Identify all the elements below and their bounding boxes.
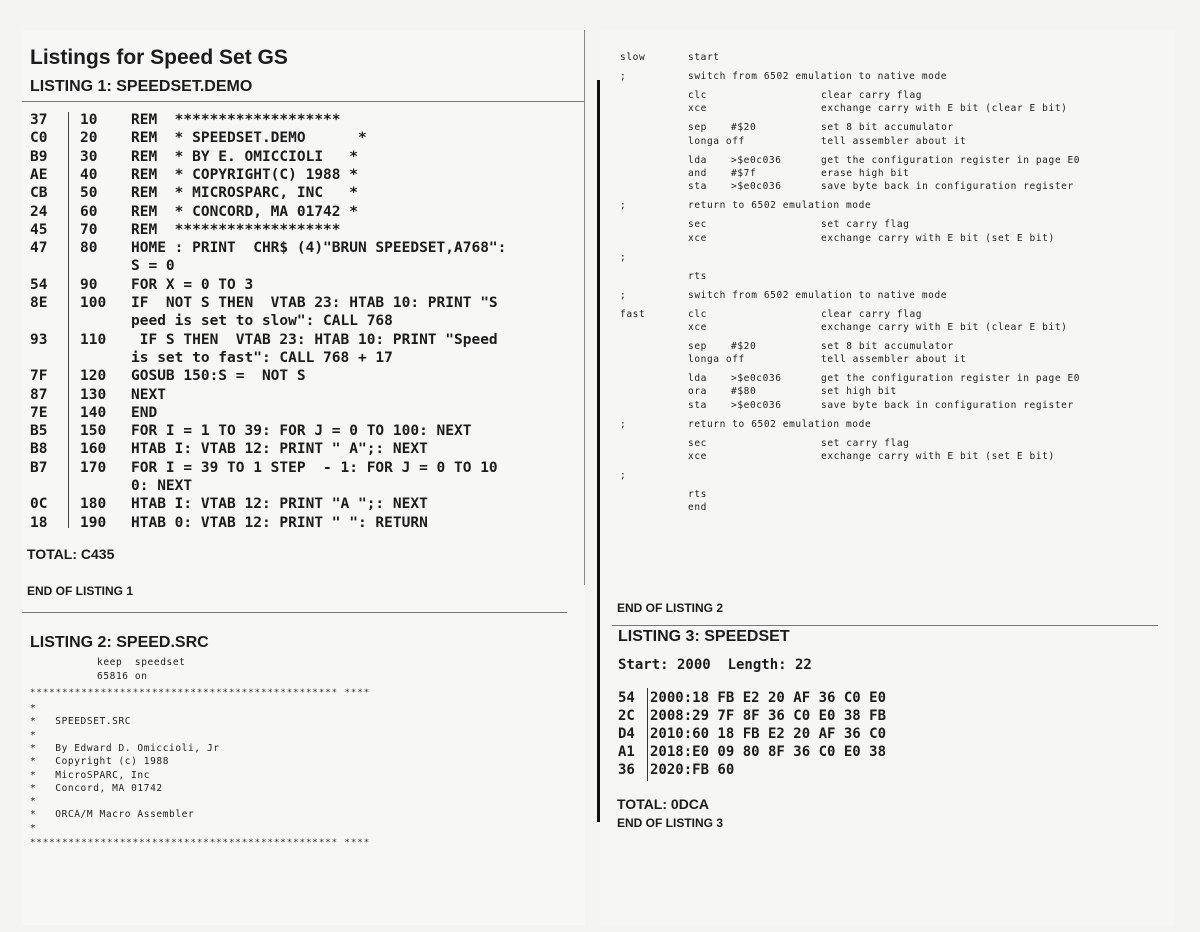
checksum: C0 (30, 130, 48, 147)
code-line: REM * MICROSPARC, INC * (131, 185, 358, 202)
asm-opcode: ora (688, 386, 707, 398)
line-number: 170 (80, 459, 107, 476)
listing2-header: LISTING 2: SPEED.SRC (30, 634, 209, 651)
code-line: FOR I = 1 TO 39: FOR J = 0 TO 100: NEXT (131, 423, 472, 440)
code-line: HTAB 0: VTAB 12: PRINT " ": RETURN (131, 514, 428, 531)
listing3-header: LISTING 3: SPEEDSET (618, 628, 790, 645)
asm-label: slow (620, 52, 646, 63)
line-number: 30 (80, 148, 98, 165)
asm-opcode: lda (688, 154, 707, 166)
comment-line: * By Edward D. Omiccioli, Jr (30, 742, 220, 754)
asm-operand: #$20 (731, 122, 757, 134)
asm-label: ; (620, 200, 627, 212)
line-number: 20 (80, 130, 98, 147)
asm-comment: exchange carry with E bit (clear E bit) (821, 103, 1068, 115)
asm-opcode: end (688, 502, 707, 514)
asm-section-comment: switch from 6502 emulation to native mode (688, 71, 948, 82)
asm-label: ; (620, 71, 627, 82)
checksum: 0C (30, 496, 48, 513)
hex-checksum: D4 (618, 726, 635, 742)
code-line: FOR X = 0 TO 3 (131, 276, 254, 293)
comment-line: * Copyright (c) 1988 (30, 756, 170, 768)
asm-section-comment: return to 6502 emulation mode (688, 200, 872, 212)
line-number: 10 (80, 112, 98, 128)
comment-line: * (30, 729, 37, 741)
code-line: IF S THEN VTAB 23: HTAB 10: PRINT "Speed (131, 331, 498, 348)
listing2-dots-top: ************************************************ **** (30, 688, 371, 698)
checksum: 87 (30, 386, 48, 403)
asm-comment: exchange carry with E bit (clear E bit) (821, 321, 1068, 333)
asm-comment: set carry flag (821, 219, 910, 231)
hex-checksum: 2C (618, 708, 635, 724)
hex-checksum: 54 (618, 690, 635, 706)
line-number: 120 (80, 368, 107, 385)
asm-opcode: and (688, 167, 707, 179)
asm-opcode: xce (688, 321, 707, 333)
asm-label: fast (620, 308, 646, 320)
listing1-end: END OF LISTING 1 (27, 584, 134, 598)
code-line: 0: NEXT (131, 478, 193, 494)
asm-comment: exchange carry with E bit (set E bit) (821, 451, 1055, 462)
asm-operand: >$e0c036 (731, 373, 782, 385)
comment-line: * SPEEDSET.SRC (30, 716, 132, 728)
line-number: 130 (80, 386, 107, 403)
listing1-divider (68, 112, 69, 528)
checksum: B8 (30, 441, 48, 458)
asm-opcode: longa off (688, 135, 745, 147)
checksum: B9 (30, 148, 48, 165)
checksum: 18 (30, 514, 48, 531)
asm-opcode: clc (688, 90, 707, 101)
asm-label: ; (620, 289, 627, 301)
line-number: 190 (80, 514, 107, 531)
listing2-end: END OF LISTING 2 (617, 601, 724, 615)
checksum: 93 (30, 331, 48, 348)
hex-data: 2018:E0 09 80 8F 36 C0 E0 38 (650, 744, 887, 760)
asm-opcode: xce (688, 232, 707, 244)
checksum: 45 (30, 221, 48, 238)
asm-comment: set carry flag (821, 437, 910, 449)
checksum: CB (30, 185, 48, 202)
code-line: REM * CONCORD, MA 01742 * (131, 203, 358, 220)
listing2-preamble-1: keep speedset (97, 657, 186, 668)
asm-comment: set 8 bit accumulator (821, 122, 954, 134)
asm-opcode: rts (688, 489, 707, 500)
asm-operand: >$e0c036 (731, 181, 782, 193)
line-number: 60 (80, 203, 98, 220)
asm-operand: #$80 (731, 386, 757, 398)
asm-opcode: xce (688, 103, 707, 115)
hex-data: 2010:60 18 FB E2 20 AF 36 C0 (650, 726, 887, 742)
asm-section-comment: switch from 6502 emulation to native mode (688, 289, 948, 301)
asm-opcode: sec (688, 219, 707, 231)
asm-label: ; (620, 470, 627, 481)
asm-operand: #$7f (731, 167, 757, 179)
code-line: FOR I = 39 TO 1 STEP - 1: FOR J = 0 TO 10 (131, 459, 498, 476)
asm-operand: >$e0c036 (731, 399, 782, 411)
asm-comment: tell assembler about it (821, 135, 967, 147)
listing1-header: LISTING 1: SPEEDSET.DEMO (30, 78, 253, 95)
listing1-rule (22, 101, 585, 102)
listing3-end: END OF LISTING 3 (617, 816, 724, 830)
asm-opcode: sta (688, 181, 707, 193)
asm-label: ; (620, 418, 627, 430)
line-number: 100 (80, 295, 107, 311)
asm-comment: set 8 bit accumulator (821, 340, 954, 352)
code-line: REM * COPYRIGHT(C) 1988 * (131, 166, 358, 183)
hex-data: 2020:FB 60 (650, 762, 735, 778)
code-line: S = 0 (131, 258, 175, 275)
asm-opcode: lda (688, 373, 707, 385)
code-line: GOSUB 150:S = NOT S (131, 368, 306, 385)
checksum: 47 (30, 240, 48, 257)
code-line: peed is set to slow": CALL 768 (131, 313, 393, 330)
asm-opcode: sec (688, 437, 707, 449)
asm-opcode: sta (688, 399, 707, 411)
checksum: 37 (30, 112, 48, 128)
line-number: 150 (80, 423, 107, 440)
asm-operand: >$e0c036 (731, 154, 782, 166)
checksum: 8E (30, 295, 48, 311)
line-number: 180 (80, 496, 107, 513)
asm-comment: exchange carry with E bit (set E bit) (821, 232, 1055, 244)
code-line: END (131, 404, 158, 421)
line-number: 80 (80, 240, 98, 257)
listing3-total: TOTAL: 0DCA (617, 796, 710, 812)
asm-opcode: clc (688, 308, 707, 320)
hex-data: 2008:29 7F 8F 36 C0 E0 38 FB (650, 708, 887, 724)
asm-opcode: start (688, 52, 720, 63)
checksum: 7F (30, 368, 48, 385)
asm-comment: set high bit (821, 386, 897, 398)
listing2-dots-bottom: ************************************************ **** (30, 838, 371, 848)
asm-comment: get the configuration register in page E0 (821, 154, 1081, 166)
comment-line: * (30, 822, 37, 834)
line-number: 40 (80, 166, 98, 183)
line-number: 110 (80, 331, 107, 348)
left-column-edge (584, 30, 585, 585)
code-line: REM ******************* (131, 112, 341, 128)
line-number: 50 (80, 185, 98, 202)
line-number: 70 (80, 221, 98, 238)
asm-comment: get the configuration register in page E0 (821, 373, 1081, 385)
code-line: IF NOT S THEN VTAB 23: HTAB 10: PRINT "S (131, 295, 498, 311)
center-divider-bar (597, 80, 600, 822)
comment-line: * (30, 796, 37, 808)
code-line: is set to fast": CALL 768 + 17 (131, 349, 393, 366)
code-line: NEXT (131, 386, 166, 403)
line-number: 160 (80, 441, 107, 458)
code-line: REM ******************* (131, 221, 341, 238)
listing1-end-rule (22, 612, 567, 613)
hex-data: 2000:18 FB E2 20 AF 36 C0 E0 (650, 690, 887, 706)
asm-label: ; (620, 251, 627, 263)
asm-comment: erase high bit (821, 167, 910, 179)
checksum: 54 (30, 276, 48, 293)
code-line: HTAB I: VTAB 12: PRINT " A";: NEXT (131, 441, 428, 458)
line-number: 90 (80, 276, 98, 293)
hex-checksum: A1 (618, 744, 635, 760)
asm-operand: #$20 (731, 340, 757, 352)
listing3-divider (647, 688, 648, 781)
checksum: 7E (30, 404, 48, 421)
asm-opcode: longa off (688, 354, 745, 366)
listing2-end-rule (612, 625, 1158, 626)
hex-checksum: 36 (618, 762, 635, 778)
code-line: HOME : PRINT CHR$ (4)"BRUN SPEEDSET,A768": (131, 240, 507, 257)
comment-line: * MicroSPARC, Inc (30, 769, 151, 781)
asm-opcode: sep (688, 122, 707, 134)
comment-line: * (30, 703, 37, 714)
asm-opcode: sep (688, 340, 707, 352)
checksum: B7 (30, 459, 48, 476)
asm-comment: clear carry flag (821, 90, 923, 101)
listing2-preamble-2: 65816 on (97, 671, 148, 682)
code-line: REM * BY E. OMICCIOLI * (131, 148, 358, 165)
comment-line: * ORCA/M Macro Assembler (30, 809, 195, 821)
asm-comment: tell assembler about it (821, 354, 967, 366)
code-line: REM * SPEEDSET.DEMO * (131, 130, 367, 147)
listing3-start: Start: 2000 Length: 22 (618, 657, 812, 673)
checksum: B5 (30, 423, 48, 440)
page-title: Listings for Speed Set GS (30, 46, 288, 69)
asm-comment: save byte back in configuration register (821, 399, 1074, 411)
asm-opcode: xce (688, 451, 707, 462)
checksum: AE (30, 166, 48, 183)
asm-comment: save byte back in configuration register (821, 181, 1074, 193)
line-number: 140 (80, 404, 107, 421)
asm-section-comment: return to 6502 emulation mode (688, 418, 872, 430)
checksum: 24 (30, 203, 48, 220)
listing1-total: TOTAL: C435 (27, 546, 115, 562)
asm-opcode: rts (688, 270, 707, 282)
code-line: HTAB I: VTAB 12: PRINT "A ";: NEXT (131, 496, 428, 513)
comment-line: * Concord, MA 01742 (30, 782, 163, 794)
asm-comment: clear carry flag (821, 308, 923, 320)
